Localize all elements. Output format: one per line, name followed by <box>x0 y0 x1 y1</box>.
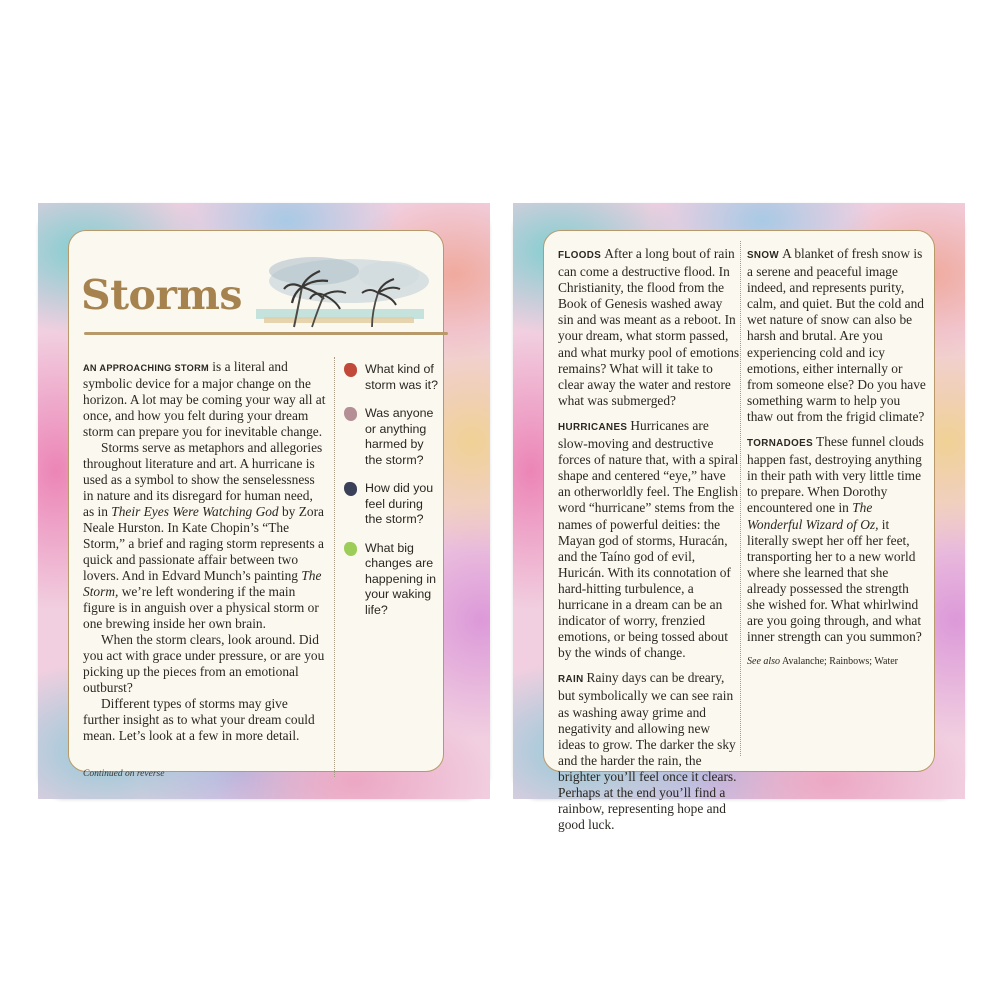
paint-dot-icon <box>344 407 357 421</box>
see-also-list: Avalanche; Rainbows; Water <box>782 656 899 668</box>
intro-paragraph-3: When the storm clears, look around. Did you act with grace under pressure, or are you picking up the pieces from an emotional outburst? <box>83 632 325 695</box>
book-title: Their Eyes Were Watching God <box>111 504 279 519</box>
question-text: What big changes are happening in your waking life? <box>365 540 436 617</box>
question-text: What kind of storm was it? <box>365 362 438 392</box>
section-heading: TORNADOES <box>747 438 814 450</box>
question-text: How did you feel during the storm? <box>365 481 434 526</box>
section-hurricanes <box>558 418 740 661</box>
card-front-panel <box>68 230 444 779</box>
palm-trees-storm-illustration <box>254 253 424 335</box>
intro-p2a-text: Storms serve as metaphors and allegories throughout literature and art. A hurricane is used as a symbol to show the senselessness in nature and its disregard for human need, as in <box>83 440 323 519</box>
question-item <box>341 541 441 619</box>
section-rain <box>558 670 740 833</box>
question-text: Was anyone or anything harmed by the storm? <box>365 406 434 467</box>
section-heading: FLOODS <box>558 250 602 261</box>
paint-dot-icon <box>344 363 357 377</box>
intro-paragraph-2 <box>83 440 326 632</box>
section-snow <box>747 246 929 425</box>
section-heading: HURRICANES <box>558 421 628 433</box>
question-item <box>341 406 441 468</box>
see-also <box>747 654 929 670</box>
intro-paragraph-4: Different types of storms may give further insight as to what your dream could mean. Let’s look at a few in more detail. <box>83 696 315 743</box>
intro-p2c-text: we’re left wondering if the main figure is in anguish over a physical storm or one brewing inside her own brain. <box>83 584 319 631</box>
see-also-label: See also <box>747 656 781 668</box>
intro-p1-text: is a literal and symbolic device for a major change on the horizon. A lot may be coming your way all at once, and how you felt during your dream storm can prepare you for inevitable change. <box>83 359 326 439</box>
section-text: These funnel clouds happen fast, destroying anything in their path with very little time to prepare. When Dorothy encountered one in <box>747 434 924 516</box>
question-list <box>341 362 441 631</box>
continued-note: Continued on reverse <box>83 769 165 779</box>
lead-in: AN APPROACHING STORM <box>83 363 209 373</box>
back-column-right <box>746 246 929 679</box>
section-floods <box>558 246 740 409</box>
section-text: Rainy days can be dreary, but symbolically we can see rain as washing away grime and negativity and allowing new ideas to grow. The darker the sky and the harder the rain, the brighter you’ll feel once it clears. Perhaps at the end you’ll find a rainbow, representing hope and good luck. <box>558 670 737 833</box>
card-back-panel <box>543 230 935 833</box>
card-title: Storms <box>81 271 242 319</box>
section-text: Hurricanes are slow-moving and destructive forces of nature that, with a spiral shape and centered “eye,” have an otherworldly feel. The English word “hurricane” stems from the names of powerful deities: the Mayan god of storms, Huracán, and the Taíno god of evil, Huricán. With its connotation of hard-hitting turbulence, a hurricane in a dream can be an indicator of worry, frenzied emotions, or being tossed about by the winds of change. <box>558 417 739 661</box>
dotted-divider <box>740 241 741 756</box>
painting-title: The Storm, <box>83 568 322 599</box>
book-title: The Wonderful Wizard of Oz, <box>747 500 879 532</box>
intro-paragraph-1 <box>83 359 326 440</box>
section-tornadoes <box>747 434 929 645</box>
back-column-left <box>558 246 740 842</box>
section-text: it literally swept her off her feet, transporting her to a new world where she learned that she already possessed the strength she wished for. What whirlwind are you going through, and what inner strength can you summon? <box>747 516 922 645</box>
storms-card-back <box>513 203 965 833</box>
storms-card-front <box>38 203 490 799</box>
intro-text <box>83 359 326 744</box>
question-item <box>341 362 441 393</box>
section-heading: RAIN <box>558 674 584 686</box>
section-text: A blanket of fresh snow is a serene and peaceful image indeed, and represents purity, calm, and quiet. But the cold and wet nature of snow can also be harsh and brutal. Are you experiencing cold and icy emotions, either internally or from someone else? Do you have something warm to help you thaw out from the frigid climate? <box>747 246 926 424</box>
section-heading: SNOW <box>747 250 780 261</box>
title-underline <box>84 332 448 335</box>
question-item <box>341 481 441 528</box>
dotted-divider <box>334 357 335 777</box>
section-text: After a long bout of rain can come a destructive flood. In Christianity, the flood from the Book of Genesis washed away sin and was meant as a reboot. In your dream, what storm passed, and what murky pool of emotions remains? What will it take to clear away the water and restore what was submerged? <box>558 246 740 408</box>
intro-p2b-text: by Zora Neale Hurston. In Kate Chopin’s “The Storm,” a brief and raging storm represents a quick and passionate affair between two lovers. And in Edvard Munch’s painting <box>83 504 325 583</box>
paint-dot-icon <box>344 542 357 556</box>
paint-dot-icon <box>344 482 357 496</box>
